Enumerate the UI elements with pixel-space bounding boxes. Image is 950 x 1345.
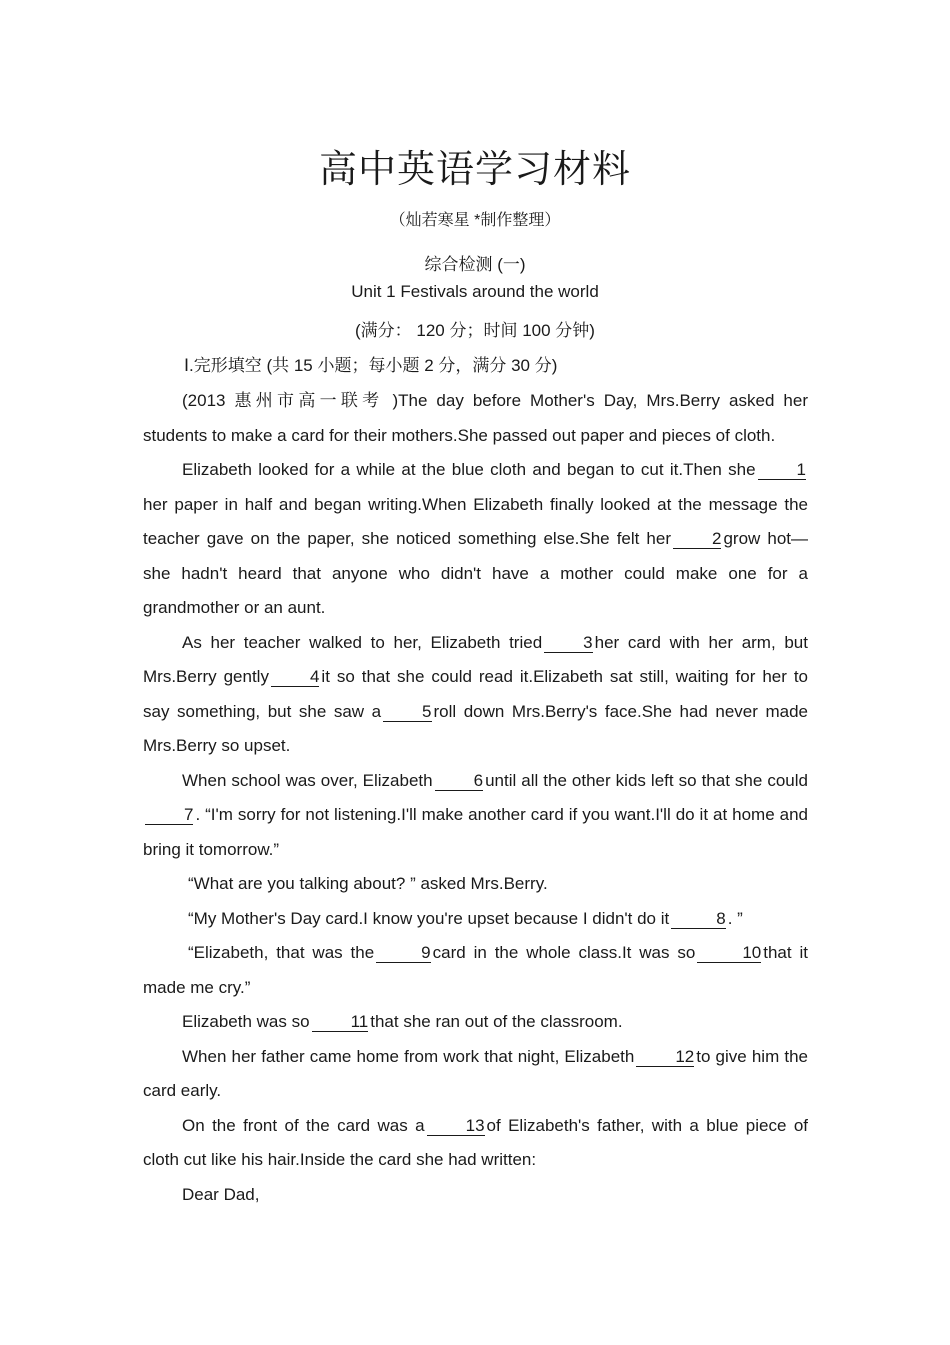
score-time: (满分： 120 分；时间 100 分钟) bbox=[355, 321, 595, 340]
paragraph-11: Dear Dad, bbox=[182, 1184, 260, 1204]
paragraph-3: As her teacher walked to her, Elizabeth tried 3 her card with her arm, but Mrs.Berry gently 4 it so that she could read it.Elizabeth sat still, waiting for her to say something, but she saw a 5 roll down Mrs.Berry's face.She had never made Mrs.Berry so upset. bbox=[143, 632, 808, 755]
paragraph-5: “What are you talking about? ” asked Mrs.Berry. bbox=[188, 874, 548, 893]
unit-title: Unit 1 Festivals around the world bbox=[351, 282, 599, 301]
blank-13: 13 bbox=[427, 1117, 485, 1136]
section-heading: Ⅰ.完形填空 (共 15 小题；每小题 2 分，满分 30 分) bbox=[184, 356, 558, 375]
cloze-passage bbox=[143, 384, 808, 1212]
blank-7: 7 bbox=[145, 806, 193, 825]
blank-5: 5 bbox=[383, 703, 431, 722]
blank-10: 10 bbox=[697, 944, 761, 963]
paragraph-10: On the front of the card was a 13 of Elizabeth's father, with a blue piece of cloth cut like his hair.Inside the card she had written: bbox=[143, 1115, 808, 1169]
document-title: 高中英语学习材料 bbox=[318, 147, 631, 191]
paragraph-4: When school was over, Elizabeth 6 until all the other kids left so that she could7 . “I'm sorry for not listening.I'll make another card if you want.I'll do it at home and bring it tomorrow.” bbox=[143, 770, 808, 859]
blank-9: 9 bbox=[376, 944, 430, 963]
blank-4: 4 bbox=[271, 668, 319, 687]
paragraph-2: Elizabeth looked for a while at the blue cloth and began to cut it.Then she 1her paper in half and began writing.When Elizabeth finally looked at the message the teacher gave on the paper, she noticed something else.She felt her 2 grow hot—she hadn't heard that anyone who didn't have a mother could make one for a grandmother or an aunt. bbox=[143, 460, 809, 617]
test-name: 综合检测 (一) bbox=[424, 255, 526, 274]
paragraph-9: When her father came home from work that night, Elizabeth 12 to give him the card early. bbox=[143, 1046, 808, 1100]
compiler-note: （灿若寒星 *制作整理） bbox=[389, 212, 561, 229]
blank-1: 1 bbox=[758, 461, 806, 480]
paragraph-1: (2013 惠州市高一联考 )The day before Mother's Day, Mrs.Berry asked her students to make a card for their mothers.She passed out paper and pieces of cloth. bbox=[143, 391, 808, 445]
blank-3: 3 bbox=[544, 634, 592, 653]
blank-11: 11 bbox=[312, 1013, 369, 1032]
paragraph-6: “My Mother's Day card.I know you're upset because I didn't do it 8 . ” bbox=[188, 908, 743, 928]
blank-6: 6 bbox=[435, 772, 483, 791]
paragraph-7: “Elizabeth, that was the 9 card in the whole class.It was so 10 that it made me cry.” bbox=[143, 943, 808, 997]
blank-2: 2 bbox=[673, 530, 721, 549]
paragraph-8: Elizabeth was so 11 that she ran out of the classroom. bbox=[182, 1012, 623, 1031]
blank-12: 12 bbox=[636, 1048, 694, 1067]
blank-8: 8 bbox=[671, 910, 725, 929]
